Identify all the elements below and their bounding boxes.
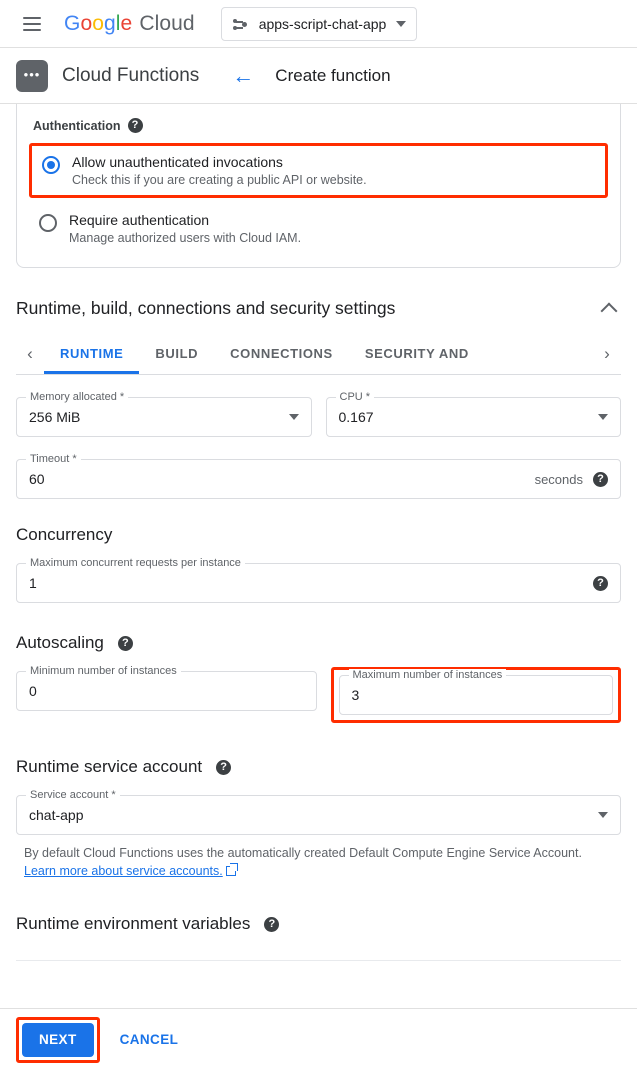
authentication-label: Authentication <box>33 118 121 133</box>
cpu-label: CPU * <box>336 391 375 403</box>
project-selector[interactable] <box>221 7 417 41</box>
cancel-button[interactable]: CANCEL <box>114 1031 185 1048</box>
authentication-card <box>16 104 621 268</box>
logo-letter: l <box>115 11 121 35</box>
max-instances-input[interactable] <box>339 669 614 715</box>
chevron-up-icon[interactable] <box>601 302 618 319</box>
radio-allow-unauthenticated[interactable] <box>36 148 601 193</box>
service-account-hint <box>16 844 621 880</box>
product-title: Cloud Functions <box>62 64 200 86</box>
autoscaling-row <box>16 665 621 723</box>
help-icon[interactable]: ? <box>264 917 279 932</box>
settings-section-title: Runtime, build, connections and security settings <box>16 298 396 318</box>
max-instances-highlight <box>331 667 622 723</box>
chevron-down-icon[interactable] <box>598 812 608 818</box>
top-app-bar <box>0 0 637 48</box>
service-account-row <box>16 789 621 835</box>
settings-section-header[interactable] <box>16 298 621 319</box>
cpu-select[interactable] <box>326 391 622 437</box>
timeout-input[interactable] <box>16 453 621 499</box>
logo-letter: g <box>104 11 116 35</box>
next-button[interactable]: NEXT <box>22 1023 94 1057</box>
max-concurrent-requests-value: 1 <box>29 575 37 591</box>
memory-allocated-label: Memory allocated * <box>26 391 128 403</box>
learn-more-service-accounts-link[interactable]: Learn more about service accounts. <box>24 864 223 879</box>
help-icon[interactable]: ? <box>128 118 143 133</box>
page-title: Create function <box>275 65 391 85</box>
tabs-scroll-left-icon[interactable]: ‹ <box>27 343 33 363</box>
timeout-value: 60 <box>29 471 45 487</box>
env-vars-heading: Runtime environment variables <box>16 914 251 934</box>
max-concurrent-requests-label: Maximum concurrent requests per instance <box>26 557 245 569</box>
memory-allocated-select[interactable] <box>16 391 312 437</box>
service-account-hint-text: By default Cloud Functions uses the automatically created Default Compute Engine Service Account. <box>24 846 582 860</box>
hamburger-icon[interactable] <box>12 4 52 44</box>
logo-cloud-word: Cloud <box>139 11 195 35</box>
allow-unauthenticated-highlight <box>29 143 608 198</box>
tabs-scroll-right-icon[interactable]: › <box>604 343 610 363</box>
max-instances-value: 3 <box>351 687 360 703</box>
autoscaling-heading-row <box>16 633 621 653</box>
help-icon[interactable]: ? <box>118 636 133 651</box>
min-instances-label: Minimum number of instances <box>26 665 181 677</box>
settings-tabs <box>16 333 621 375</box>
tab-security-and-image-repo[interactable]: SECURITY AND <box>364 346 469 361</box>
radio-button-allow-unauthenticated[interactable] <box>42 156 60 174</box>
logo-letter: e <box>120 11 133 35</box>
memory-allocated-value: 256 MiB <box>29 409 81 425</box>
min-instances-value: 0 <box>29 683 37 699</box>
tab-runtime[interactable]: RUNTIME <box>44 333 139 374</box>
radio-require-authentication[interactable] <box>33 206 604 251</box>
help-icon[interactable]: ? <box>593 472 608 487</box>
logo-letter: G <box>64 11 81 35</box>
form-scroll-area <box>0 104 637 961</box>
concurrency-heading: Concurrency <box>16 525 113 544</box>
concurrency-row <box>16 557 621 603</box>
timeout-label: Timeout * <box>26 453 81 465</box>
help-icon[interactable]: ? <box>216 760 231 775</box>
authentication-label-row <box>33 118 604 133</box>
external-link-icon <box>226 866 236 876</box>
radio-title: Allow unauthenticated invocations <box>72 154 283 170</box>
tab-connections[interactable]: CONNECTIONS <box>230 346 333 361</box>
form-footer <box>0 1008 637 1070</box>
chevron-down-icon <box>396 21 406 27</box>
cpu-value: 0.167 <box>338 409 374 425</box>
timeout-row <box>16 453 621 499</box>
radio-button-require-authentication[interactable] <box>39 214 57 232</box>
tab-list <box>44 333 593 374</box>
env-vars-heading-row <box>16 914 621 934</box>
product-header <box>0 48 637 104</box>
cloud-functions-icon <box>16 60 48 92</box>
google-cloud-logo[interactable] <box>64 12 195 36</box>
min-instances-input[interactable] <box>16 665 317 711</box>
project-name: apps-script-chat-app <box>258 15 387 32</box>
logo-letter: o <box>80 11 93 35</box>
tab-build[interactable]: BUILD <box>155 346 199 361</box>
chevron-down-icon[interactable] <box>598 414 608 420</box>
content-divider <box>16 960 621 961</box>
radio-title: Require authentication <box>69 212 210 228</box>
service-account-label: Service account * <box>26 789 120 801</box>
service-account-heading-row <box>16 757 621 777</box>
cloud-functions-glyph: ••• <box>23 67 41 82</box>
chevron-down-icon[interactable] <box>289 414 299 420</box>
autoscaling-heading: Autoscaling <box>16 633 104 652</box>
service-account-heading: Runtime service account <box>16 757 203 776</box>
project-icon <box>232 15 250 33</box>
help-icon[interactable]: ? <box>593 576 608 591</box>
next-button-highlight <box>16 1017 100 1063</box>
memory-cpu-row <box>16 391 621 437</box>
timeout-unit: seconds <box>534 471 583 487</box>
radio-subtitle: Check this if you are creating a public API or website. <box>72 173 367 187</box>
max-instances-label: Maximum number of instances <box>349 669 507 681</box>
service-account-select[interactable] <box>16 789 621 835</box>
radio-subtitle: Manage authorized users with Cloud IAM. <box>69 231 302 245</box>
max-concurrent-requests-input[interactable] <box>16 557 621 603</box>
main-content <box>0 104 637 1070</box>
service-account-value: chat-app <box>29 807 84 823</box>
logo-letter: o <box>92 11 104 35</box>
back-arrow-icon[interactable]: ← <box>232 62 255 88</box>
